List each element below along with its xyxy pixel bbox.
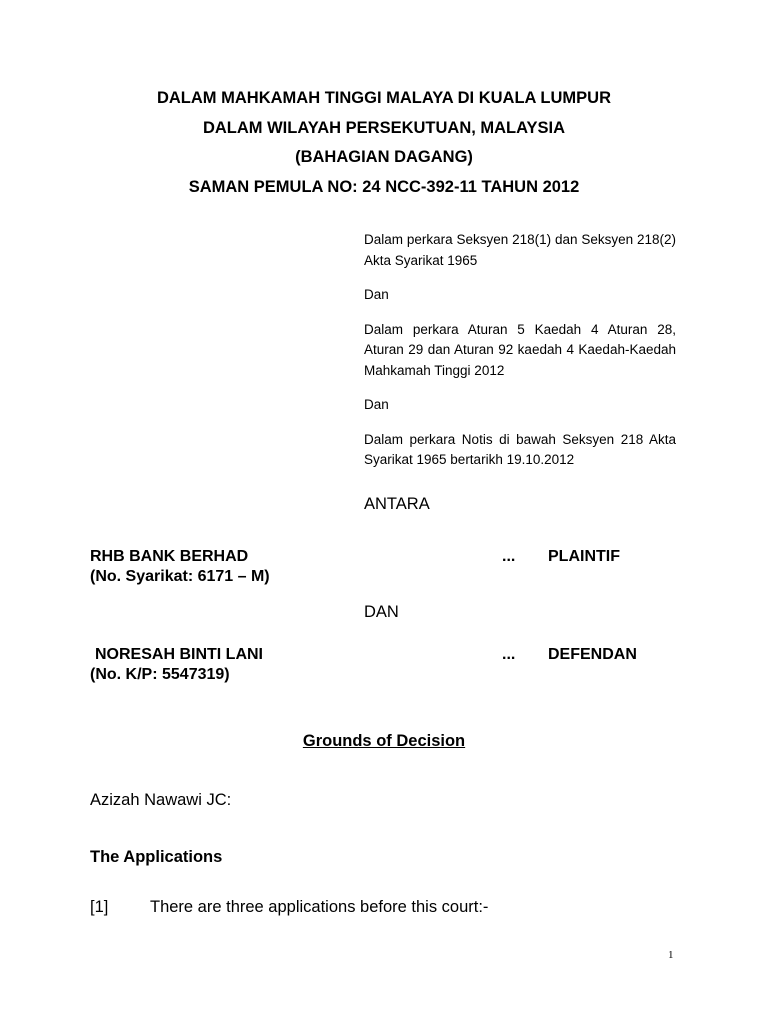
matter-notice: Dalam perkara Notis di bawah Seksyen 218 Akta Syarikat 1965 bertarikh 19.10.2012 (364, 431, 676, 467)
court-division: (BAHAGIAN DAGANG) (295, 148, 473, 166)
defendant-leader-dots: ... (502, 646, 516, 663)
paragraph-text: There are three applications before this court:- (150, 898, 489, 916)
plaintiff-leader-dots: ... (502, 548, 516, 565)
defendant-party (90, 645, 690, 685)
defendant-role: DEFENDAN (548, 646, 637, 663)
between-label: ANTARA (364, 495, 430, 513)
plaintiff-role: PLAINTIF (548, 548, 620, 565)
and-label: DAN (364, 603, 399, 621)
judge-name: Azizah Nawawi JC: (90, 791, 232, 809)
plaintiff-company-number: (No. Syarikat: 6171 – M) (90, 568, 270, 585)
paragraph-number: [1] (90, 898, 109, 916)
section-heading-applications: The Applications (90, 848, 223, 866)
defendant-name: NORESAH BINTI LANI (95, 646, 263, 663)
plaintiff-name: RHB BANK BERHAD (90, 548, 249, 565)
matter-conjunction-2: Dan (364, 397, 389, 412)
court-jurisdiction: DALAM WILAYAH PERSEKUTUAN, MALAYSIA (202, 118, 566, 137)
court-header (0, 84, 768, 202)
page-number: 1 (668, 949, 674, 961)
paragraph-1 (90, 898, 488, 917)
matter-companies-act: Dalam perkara Seksyen 218(1) dan Seksyen 218(2) Akta Syarikat 1965 (364, 232, 676, 268)
matters-block (364, 230, 676, 485)
defendant-ic-number: (No. K/P: 5547319) (90, 666, 230, 683)
matter-conjunction-1: Dan (364, 287, 389, 302)
grounds-of-decision-title: Grounds of Decision (302, 732, 466, 750)
case-number: SAMAN PEMULA NO: 24 NCC-392-11 TAHUN 2012 (188, 177, 580, 196)
matter-court-rules: Dalam perkara Aturan 5 Kaedah 4 Aturan 28, Aturan 29 dan Aturan 92 kaedah 4 Kaedah-Kaedah Mahkamah Tinggi 2012 (364, 321, 676, 378)
plaintiff-party (90, 547, 690, 587)
court-title: DALAM MAHKAMAH TINGGI MALAYA DI KUALA LUMPUR (156, 89, 612, 107)
